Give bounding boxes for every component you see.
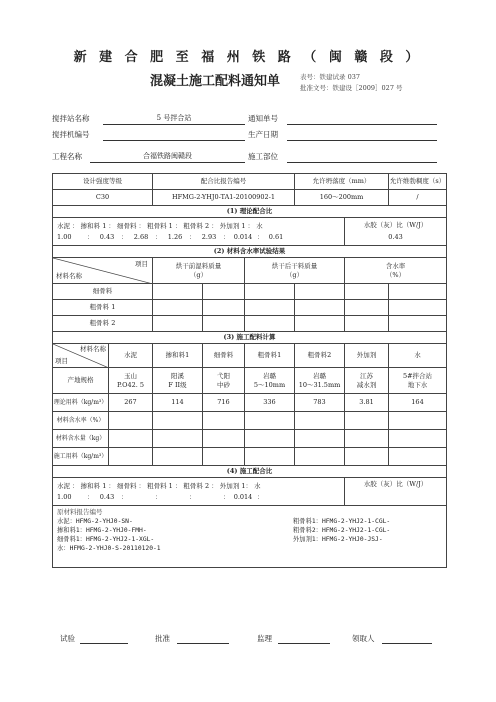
col-header: 粗骨料2 <box>295 344 345 368</box>
design-grade-header: 设计强度等级 <box>53 174 153 190</box>
spec-cell <box>109 368 153 394</box>
c-ratio-coarse1 <box>161 493 189 502</box>
moisture-corner-item: 项目 <box>135 260 148 268</box>
theory-wb-label: 水胶（灰）比（W/J） <box>363 221 428 229</box>
station-value[interactable]: 5 号拌合站 <box>156 114 192 122</box>
notice-line <box>287 124 437 125</box>
theory-usage-value: 3.81 <box>345 394 389 412</box>
station-label: 搅拌站名称 <box>52 114 90 123</box>
design-grade: C30 <box>53 190 153 206</box>
moisture-row-label: 粗骨料 1 <box>53 300 153 316</box>
ratio-admix1: 0.43 <box>99 232 115 241</box>
date-line <box>287 140 437 141</box>
supervisor-line[interactable] <box>278 643 330 644</box>
spec-origin: 弋阳 <box>217 371 230 380</box>
col-header: 粗骨料1 <box>245 344 295 368</box>
col-header: 掺和料1 <box>153 344 203 368</box>
calc-corner-item: 项目 <box>55 357 68 365</box>
spec-origin: 岩璐 <box>313 371 326 380</box>
theory-usage-value: 164 <box>389 394 447 412</box>
col-header: 外加剂 <box>345 344 389 368</box>
col-header: 细骨料 <box>203 344 245 368</box>
moisture-corner <box>53 258 153 284</box>
date-label: 生产日期 <box>248 130 278 139</box>
water-content-label: 材料含水量（kg） <box>53 430 109 448</box>
spec-grade: 地下水 <box>407 380 428 389</box>
spec-origin: 岩璐 <box>263 371 276 380</box>
wet-mass-unit: （g） <box>189 270 208 279</box>
spec-cell <box>295 368 345 394</box>
report-line: 水泥：HFMG-2-YHJ0-SN- <box>57 518 133 525</box>
theory-usage-value: 267 <box>109 394 153 412</box>
reports-cell <box>53 506 447 568</box>
report-line: 水：HFMG-2-YHJ0-S-20110120-1 <box>57 545 161 552</box>
slump-header: 允许坍落度（mm） <box>295 174 389 190</box>
section-calc-title: (3) 施工配料计算 <box>53 332 447 344</box>
spec-cell <box>345 368 389 394</box>
report-line-right: 粗骨料1：HFMG-2-YHJ2-1-CGL- <box>293 518 391 525</box>
ratio-fine: 2.68 <box>133 232 149 241</box>
calc-corner <box>53 344 109 368</box>
spec-grade: P.O42. 5 <box>117 380 144 389</box>
supervisor-label: 监理 <box>257 634 272 643</box>
project-value[interactable]: 合福铁路闽赣段 <box>143 152 192 160</box>
spec-grade: 中砂 <box>217 380 230 389</box>
part-label: 施工部位 <box>248 152 278 161</box>
theory-usage-value: 783 <box>295 394 345 412</box>
c-ratio-fine <box>127 493 155 502</box>
moisture-corner-material: 材料名称 <box>56 272 82 280</box>
moisture-header <box>345 258 447 284</box>
construct-wb-cell <box>345 478 447 506</box>
station-line <box>103 124 245 125</box>
c-ratio-admix1: 0.43 <box>99 492 115 501</box>
report-no: HFMG-2-YHJ0-TA1-20100902-1 <box>153 190 295 206</box>
theory-wb-value: 0.43 <box>388 233 403 241</box>
spec-grade: 减水剂 <box>356 380 377 389</box>
vebe-value: / <box>389 190 447 206</box>
spec-cell <box>153 368 203 394</box>
form-title: 混凝土施工配料通知单 <box>150 74 281 89</box>
spec-cell <box>245 368 295 394</box>
ratio-admixture: 0.014 <box>233 232 253 241</box>
ratio-coarse1: 1.26 <box>167 232 183 241</box>
construct-ratio-label: 水泥 ： 掺和料 1 ： 细骨料 ： 粗骨料 1 ： 粗骨料 2 ： 外加剂 1： 水 <box>57 481 261 490</box>
mix-table <box>52 173 447 568</box>
notice-label: 通知单号 <box>248 114 278 123</box>
col-header: 水 <box>389 344 447 368</box>
mixer-label: 搅拌机编号 <box>52 130 90 139</box>
reports-title: 原材料报告编号 <box>57 508 103 516</box>
spec-label: 产地规格 <box>53 368 109 394</box>
col-header: 水泥 <box>109 344 153 368</box>
mixer-line <box>103 140 245 141</box>
moisture-unit: （%） <box>385 270 406 279</box>
moisture-row-label: 细骨料 <box>53 284 153 300</box>
tester-line[interactable] <box>80 643 128 644</box>
c-ratio-admixture: 0.014 <box>233 492 253 501</box>
report-line: 细骨料1：HFMG-2-YHJ2-1-XGL- <box>57 536 155 543</box>
theory-wb-cell <box>345 218 447 246</box>
spec-origin: 江苏 <box>360 371 373 380</box>
theory-ratio-label: 水泥 ： 掺和料 1 ： 细骨料 ： 粗骨料 1 ： 粗骨料 2 ： 外加剂 1 ： 水 <box>57 221 263 230</box>
wet-mass-header <box>153 258 245 284</box>
project-label: 工程名称 <box>52 152 82 161</box>
spec-origin: 5#拌合站 <box>402 371 433 380</box>
moisture-label: 含水率 <box>385 261 406 270</box>
c-ratio-cement: 1.00 <box>57 492 72 501</box>
moisture-rate-label: 材料含水率（%） <box>53 412 109 430</box>
ratio-cement: 1.00 <box>57 232 72 241</box>
spec-cell <box>203 368 245 394</box>
spec-origin: 阳溪 <box>171 371 184 380</box>
dry-mass-unit: （g） <box>285 270 304 279</box>
spec-origin: 玉山 <box>124 371 137 380</box>
wet-mass-label: 烘干前湿料质量 <box>175 261 222 270</box>
vebe-header: 允许维勃稠度（s） <box>389 174 447 190</box>
calc-corner-material: 材料名称 <box>80 345 106 353</box>
tester-label: 试验 <box>60 634 75 643</box>
approver-label: 批准 <box>155 634 170 643</box>
dry-mass-header <box>245 258 345 284</box>
report-no-header: 配合比报告编号 <box>153 174 295 190</box>
theory-usage-label: 理论用料（kg/m³） <box>53 394 109 412</box>
project-line <box>90 162 245 163</box>
report-line: 掺和料1：HFMG-2-YHJ0-FMH- <box>57 527 147 534</box>
c-ratio-coarse2 <box>195 493 223 502</box>
spec-grade: 10～31.5mm <box>298 380 341 389</box>
receiver-label: 领取人 <box>352 634 375 643</box>
section-moisture-title: (2) 材料含水率试验结果 <box>53 246 447 258</box>
approval-number: 批准文号：铁建设［2009］027 号 <box>300 84 403 92</box>
document-title: 新 建 合 肥 至 福 州 铁 路 （ 闽 赣 段 ） <box>73 50 423 65</box>
report-line-right: 外加剂1：HFMG-2-YHJ0-JSJ- <box>293 536 383 543</box>
spec-grade: 5～10mm <box>253 380 286 389</box>
report-line-right: 粗骨料2：HFMG-2-YHJ2-1-CGL- <box>293 527 391 534</box>
section-construct-title: (4) 施工配合比 <box>53 466 447 478</box>
spec-cell <box>389 368 447 394</box>
section-theory-title: (1) 理论配合比 <box>53 206 447 218</box>
approver-line[interactable] <box>177 643 229 644</box>
theory-ratio-cell: 水泥 ： 掺和料 1 ： 细骨料 ： 粗骨料 1 ： 粗骨料 2 ： 外加剂 1 ： 水 1.00 ： 0.43 ： 2.68 ： 1.26 ： 2.93 ： 0.014 ： 0.61 <box>53 218 345 246</box>
theory-usage-value: 336 <box>245 394 295 412</box>
ratio-coarse2: 2.93 <box>201 232 217 241</box>
slump-value: 160～200mm <box>295 190 389 206</box>
form-number: 表号：铁建试录 037 <box>300 73 360 81</box>
spec-grade: F II级 <box>168 380 187 389</box>
construct-usage-label: 施工用料（kg/m³） <box>53 448 109 466</box>
receiver-line[interactable] <box>382 643 432 644</box>
theory-usage-value: 716 <box>203 394 245 412</box>
construct-wb-label: 水胶（灰）比（W/J） <box>363 480 428 488</box>
dry-mass-label: 烘干后干料质量 <box>271 261 318 270</box>
ratio-water: 0.61 <box>268 232 284 241</box>
c-ratio-water <box>263 493 289 502</box>
construct-ratio-cell: 水泥 ： 掺和料 1 ： 细骨料 ： 粗骨料 1 ： 粗骨料 2 ： 外加剂 1： 水 1.00 ： 0.43 ： ： ： ： 0.014 ： <box>53 478 345 506</box>
moisture-row-label: 粗骨料 2 <box>53 316 153 332</box>
part-line <box>287 162 437 163</box>
theory-usage-value: 114 <box>153 394 203 412</box>
